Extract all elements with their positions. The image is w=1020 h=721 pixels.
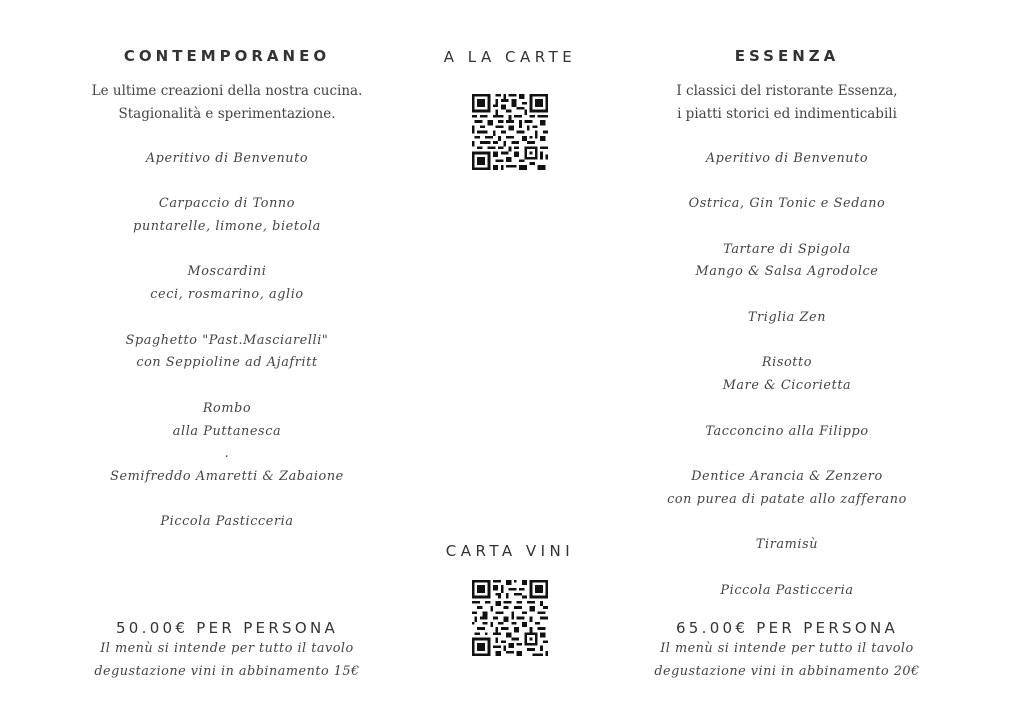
dish-line: Mango & Salsa Agrodolce	[695, 264, 879, 279]
dish-line: Rombo	[202, 401, 252, 416]
intro-line: Stagionalità e sperimentazione.	[118, 105, 336, 122]
dish-line: Carpaccio di Tonno	[158, 196, 296, 211]
price-note: degustazione vini in abbinamento 20€	[654, 664, 920, 679]
dish-line: Aperitivo di Benvenuto	[145, 151, 309, 166]
dish-line: Tacconcino alla Filippo	[705, 424, 869, 439]
section-title: CONTEMPORANEO	[123, 47, 331, 65]
a-la-carte-qr-code[interactable]	[472, 94, 548, 170]
dish-line: Dentice Arancia & Zenzero	[691, 469, 883, 484]
dish-line: Risotto	[761, 355, 813, 370]
dish-line: Ostrica, Gin Tonic e Sedano	[688, 196, 886, 211]
dish-line: Mare & Cicorietta	[722, 378, 852, 393]
price-per-person: 65.00€ PER PERSONA	[675, 619, 899, 637]
dish-line: alla Puttanesca	[172, 424, 282, 439]
section-intro	[627, 80, 947, 125]
qr-code-icon	[472, 94, 548, 170]
dish-separator: .	[224, 446, 230, 461]
dish-line: Aperitivo di Benvenuto	[705, 151, 869, 166]
dish-line: puntarelle, limone, bietola	[133, 219, 321, 234]
section-intro	[67, 80, 387, 125]
intro-line: I classici del ristorante Essenza,	[676, 83, 898, 99]
dish-line: Triglia Zen	[747, 310, 827, 325]
carta-vini-title: CARTA VINI	[445, 542, 575, 560]
dish-line: Piccola Pasticceria	[160, 514, 294, 529]
qr-code-icon	[472, 580, 548, 656]
price-note: Il menù si intende per tutto il tavolo	[100, 641, 354, 656]
dish-line: ceci, rosmarino, aglio	[150, 287, 304, 302]
price-note: Il menù si intende per tutto il tavolo	[660, 641, 914, 656]
dish-line: Tiramisù	[755, 537, 819, 552]
dish-line: con purea di patate allo zafferano	[667, 492, 907, 507]
price-note: degustazione vini in abbinamento 15€	[94, 664, 360, 679]
a-la-carte-title: A LA CARTE	[443, 48, 577, 66]
dish-line: Moscardini	[187, 264, 267, 279]
dish-line: con Seppioline ad Ajafritt	[136, 355, 318, 370]
dish-line: Semifreddo Amaretti & Zabaione	[110, 469, 344, 484]
price-per-person: 50.00€ PER PERSONA	[115, 619, 339, 637]
section-title: ESSENZA	[734, 47, 840, 65]
intro-line: i piatti storici ed indimenticabili	[677, 105, 897, 122]
dish-line: Spaghetto "Past.Masciarelli"	[125, 333, 329, 348]
carta-vini-qr-code[interactable]	[472, 580, 548, 656]
dish-line: Tartare di Spigola	[723, 242, 851, 257]
intro-line: Le ultime creazioni della nostra cucina.	[91, 83, 363, 99]
dish-line: Piccola Pasticceria	[720, 583, 854, 598]
